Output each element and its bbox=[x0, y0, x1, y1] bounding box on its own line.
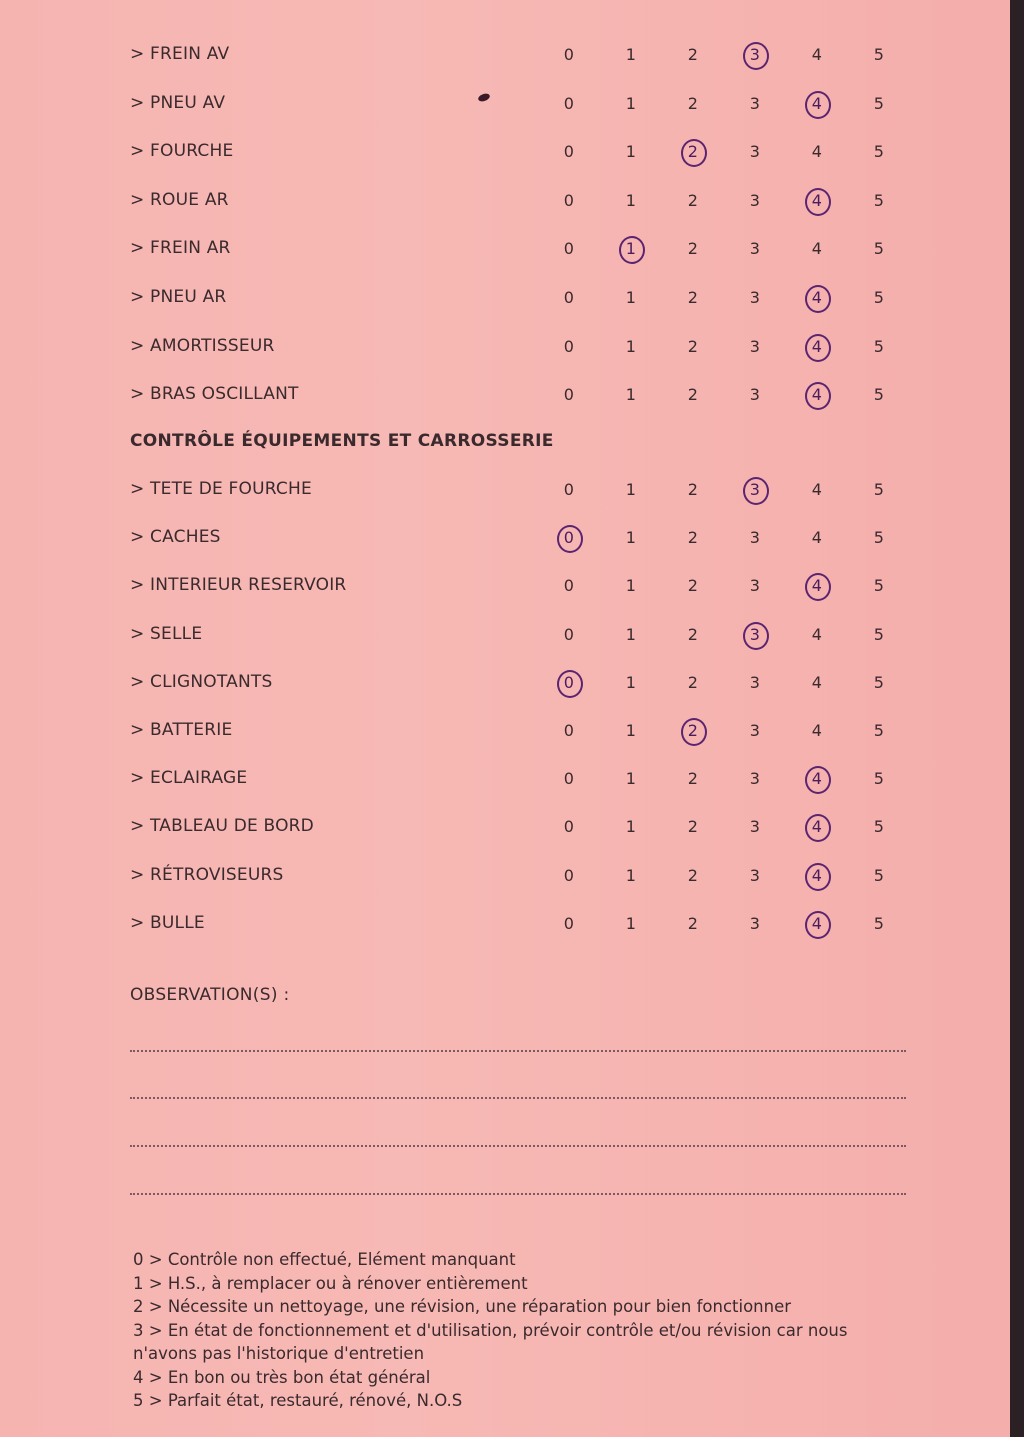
score-option[interactable]: 3 bbox=[749, 142, 761, 162]
legend-item: 3 > En état de fonctionnement et d'utilisation, prévoir contrôle et/ou révision car nous n'avons pas l'historique d'entretien bbox=[133, 1320, 848, 1363]
score-option[interactable]: 4 bbox=[811, 142, 823, 162]
score-option[interactable]: 0 bbox=[554, 668, 584, 698]
score-option[interactable]: 5 bbox=[873, 45, 885, 64]
score-option[interactable]: 1 bbox=[625, 336, 637, 356]
score-option[interactable]: 2 bbox=[678, 716, 708, 746]
score-option[interactable]: 3 bbox=[740, 40, 770, 70]
score-option[interactable]: 0 bbox=[563, 480, 575, 499]
score-option[interactable]: 4 bbox=[811, 45, 823, 64]
checklist-row bbox=[130, 571, 910, 601]
score-option[interactable]: 2 bbox=[687, 865, 699, 885]
row-label: > ROUE AR bbox=[130, 189, 229, 210]
score-option[interactable]: 5 bbox=[873, 190, 885, 210]
checklist-row bbox=[130, 186, 910, 216]
score-option[interactable]: 2 bbox=[687, 385, 699, 405]
score-option[interactable]: 3 bbox=[740, 620, 770, 650]
row-label: > RÉTROVISEURS bbox=[130, 864, 284, 885]
score-option[interactable]: 1 bbox=[625, 190, 637, 210]
score-option[interactable]: 3 bbox=[740, 475, 770, 505]
score-option[interactable]: 0 bbox=[563, 93, 575, 113]
score-option[interactable]: 1 bbox=[625, 624, 637, 644]
legend-item: 5 > Parfait état, restauré, rénové, N.O.S bbox=[133, 1391, 463, 1410]
score-option[interactable]: 4 bbox=[811, 672, 823, 692]
checklist-row bbox=[130, 40, 910, 70]
score-option[interactable]: 4 bbox=[802, 89, 832, 119]
observations-title: OBSERVATION(S) : bbox=[130, 985, 290, 1005]
checklist-row bbox=[130, 234, 910, 264]
score-option[interactable]: 1 bbox=[625, 288, 637, 307]
score-option[interactable]: 5 bbox=[873, 336, 885, 356]
score-option[interactable]: 2 bbox=[687, 288, 699, 307]
score-option[interactable]: 4 bbox=[802, 812, 832, 842]
score-option[interactable]: 3 bbox=[749, 528, 761, 548]
score-option[interactable]: 4 bbox=[802, 380, 832, 410]
score-option[interactable]: 2 bbox=[687, 45, 699, 64]
legend-item: 2 > Nécessite un nettoyage, une révision, une réparation pour bien fonctionner bbox=[133, 1297, 792, 1316]
score-option[interactable]: 0 bbox=[563, 45, 575, 64]
score-option[interactable]: 1 bbox=[625, 528, 637, 548]
score-option[interactable]: 0 bbox=[563, 913, 575, 933]
score-option[interactable]: 0 bbox=[563, 288, 575, 307]
score-option[interactable]: 3 bbox=[749, 817, 761, 837]
score-option[interactable]: 3 bbox=[749, 239, 761, 259]
score-option[interactable]: 4 bbox=[811, 239, 823, 259]
row-label: > BULLE bbox=[130, 912, 205, 933]
score-option[interactable]: 0 bbox=[563, 817, 575, 837]
checklist-row bbox=[130, 909, 910, 939]
score-option[interactable]: 4 bbox=[802, 571, 832, 601]
score-option[interactable]: 1 bbox=[625, 721, 637, 740]
row-label: > FREIN AV bbox=[130, 44, 230, 64]
score-option[interactable]: 2 bbox=[687, 817, 699, 837]
score-option[interactable]: 1 bbox=[616, 234, 646, 264]
row-label: > PNEU AV bbox=[130, 92, 226, 113]
score-option[interactable]: 2 bbox=[678, 137, 708, 167]
row-label: > FOURCHE bbox=[130, 141, 234, 162]
score-option[interactable]: 1 bbox=[625, 45, 637, 64]
score-option[interactable]: 1 bbox=[625, 769, 637, 789]
observation-line[interactable] bbox=[130, 1145, 906, 1147]
row-label: > AMORTISSEUR bbox=[130, 335, 275, 356]
score-option[interactable]: 2 bbox=[687, 576, 699, 596]
checklist-row bbox=[130, 380, 910, 410]
score-option[interactable]: 4 bbox=[811, 624, 823, 644]
row-label: > PNEU AR bbox=[130, 287, 227, 307]
checklist-row bbox=[130, 812, 910, 842]
score-option[interactable]: 5 bbox=[873, 624, 885, 644]
score-option[interactable]: 3 bbox=[749, 672, 761, 692]
checklist-row bbox=[130, 861, 910, 891]
score-option[interactable]: 2 bbox=[687, 769, 699, 789]
checklist-row bbox=[130, 523, 910, 553]
row-label: > BATTERIE bbox=[130, 720, 233, 740]
row-label: > FREIN AR bbox=[130, 238, 231, 259]
score-option[interactable]: 4 bbox=[802, 186, 832, 216]
checklist-row bbox=[130, 620, 910, 650]
row-label: > SELLE bbox=[130, 623, 203, 644]
score-option[interactable]: 0 bbox=[563, 385, 575, 405]
score-option[interactable]: 2 bbox=[687, 624, 699, 644]
score-option[interactable]: 2 bbox=[687, 528, 699, 548]
score-option[interactable]: 3 bbox=[749, 576, 761, 596]
row-label: > INTERIEUR RESERVOIR bbox=[130, 575, 347, 596]
score-option[interactable]: 1 bbox=[625, 576, 637, 596]
score-option[interactable]: 0 bbox=[563, 142, 575, 162]
page-edge bbox=[1010, 0, 1024, 1437]
score-option[interactable]: 1 bbox=[625, 385, 637, 405]
score-option[interactable]: 2 bbox=[687, 480, 699, 499]
score-option[interactable]: 3 bbox=[749, 913, 761, 933]
legend-item: 4 > En bon ou très bon état général bbox=[133, 1367, 431, 1387]
checklist-row bbox=[130, 475, 910, 505]
score-option[interactable]: 0 bbox=[563, 769, 575, 789]
score-option[interactable]: 5 bbox=[873, 385, 885, 405]
score-option[interactable]: 2 bbox=[687, 190, 699, 210]
checklist-row bbox=[130, 764, 910, 794]
row-label: > TETE DE FOURCHE bbox=[130, 479, 312, 499]
score-option[interactable]: 2 bbox=[687, 336, 699, 356]
score-option[interactable]: 5 bbox=[873, 721, 885, 740]
score-option[interactable]: 5 bbox=[873, 239, 885, 259]
score-option[interactable]: 5 bbox=[873, 576, 885, 596]
score-option[interactable]: 1 bbox=[625, 480, 637, 499]
score-option[interactable]: 0 bbox=[563, 336, 575, 356]
score-option[interactable]: 3 bbox=[749, 93, 761, 113]
score-option[interactable]: 2 bbox=[687, 239, 699, 259]
score-option[interactable]: 4 bbox=[802, 764, 832, 794]
score-option[interactable]: 5 bbox=[873, 528, 885, 548]
score-option[interactable]: 2 bbox=[687, 672, 699, 692]
score-option[interactable]: 0 bbox=[563, 624, 575, 644]
observation-line[interactable] bbox=[130, 1193, 906, 1195]
score-option[interactable]: 5 bbox=[873, 865, 885, 885]
score-option[interactable]: 3 bbox=[749, 288, 761, 307]
section-title: CONTRÔLE ÉQUIPEMENTS ET CARROSSERIE bbox=[130, 431, 554, 451]
score-option[interactable]: 5 bbox=[873, 288, 885, 307]
legend-item: 1 > H.S., à remplacer ou à rénover entièrement bbox=[133, 1273, 528, 1293]
score-option[interactable]: 4 bbox=[802, 861, 832, 891]
score-option[interactable]: 2 bbox=[687, 913, 699, 933]
score-option[interactable]: 4 bbox=[802, 332, 832, 362]
score-option[interactable]: 0 bbox=[563, 576, 575, 596]
score-option[interactable]: 5 bbox=[873, 480, 885, 499]
score-option[interactable]: 1 bbox=[625, 817, 637, 837]
score-option[interactable]: 0 bbox=[563, 190, 575, 210]
score-option[interactable]: 3 bbox=[749, 769, 761, 789]
score-option[interactable]: 3 bbox=[749, 865, 761, 885]
score-option[interactable]: 0 bbox=[563, 865, 575, 885]
score-option[interactable]: 3 bbox=[749, 336, 761, 356]
row-label: > BRAS OSCILLANT bbox=[130, 384, 299, 405]
score-option[interactable]: 4 bbox=[811, 480, 823, 499]
score-option[interactable]: 1 bbox=[625, 913, 637, 933]
score-option[interactable]: 5 bbox=[873, 142, 885, 162]
score-option[interactable]: 5 bbox=[873, 672, 885, 692]
score-option[interactable]: 4 bbox=[811, 721, 823, 740]
legend-item: 0 > Contrôle non effectué, Elément manquant bbox=[133, 1250, 516, 1269]
score-option[interactable]: 5 bbox=[873, 817, 885, 837]
score-option[interactable]: 5 bbox=[873, 769, 885, 789]
score-option[interactable]: 3 bbox=[749, 385, 761, 405]
row-label: > CACHES bbox=[130, 527, 221, 548]
score-option[interactable]: 4 bbox=[811, 528, 823, 548]
checklist-row bbox=[130, 668, 910, 698]
score-option[interactable]: 4 bbox=[802, 283, 832, 313]
score-option[interactable]: 4 bbox=[802, 909, 832, 939]
checklist-row bbox=[130, 283, 910, 313]
row-label: > TABLEAU DE BORD bbox=[130, 816, 314, 837]
score-option[interactable]: 3 bbox=[749, 190, 761, 210]
score-option[interactable]: 0 bbox=[563, 239, 575, 259]
score-option[interactable]: 0 bbox=[563, 721, 575, 740]
observation-line[interactable] bbox=[130, 1097, 906, 1099]
score-option[interactable]: 5 bbox=[873, 93, 885, 113]
checklist-row bbox=[130, 89, 910, 119]
legend bbox=[133, 1248, 893, 1413]
score-option[interactable]: 2 bbox=[687, 93, 699, 113]
score-option[interactable]: 5 bbox=[873, 913, 885, 933]
row-label: > ECLAIRAGE bbox=[130, 768, 248, 789]
score-option[interactable]: 0 bbox=[554, 523, 584, 553]
checklist-row bbox=[130, 716, 910, 746]
score-option[interactable]: 1 bbox=[625, 142, 637, 162]
score-option[interactable]: 1 bbox=[625, 865, 637, 885]
score-option[interactable]: 1 bbox=[625, 672, 637, 692]
row-label: > CLIGNOTANTS bbox=[130, 671, 273, 692]
checklist-row bbox=[130, 332, 910, 362]
score-option[interactable]: 3 bbox=[749, 721, 761, 740]
checklist-row bbox=[130, 137, 910, 167]
score-option[interactable]: 1 bbox=[625, 93, 637, 113]
observation-line[interactable] bbox=[130, 1050, 906, 1052]
